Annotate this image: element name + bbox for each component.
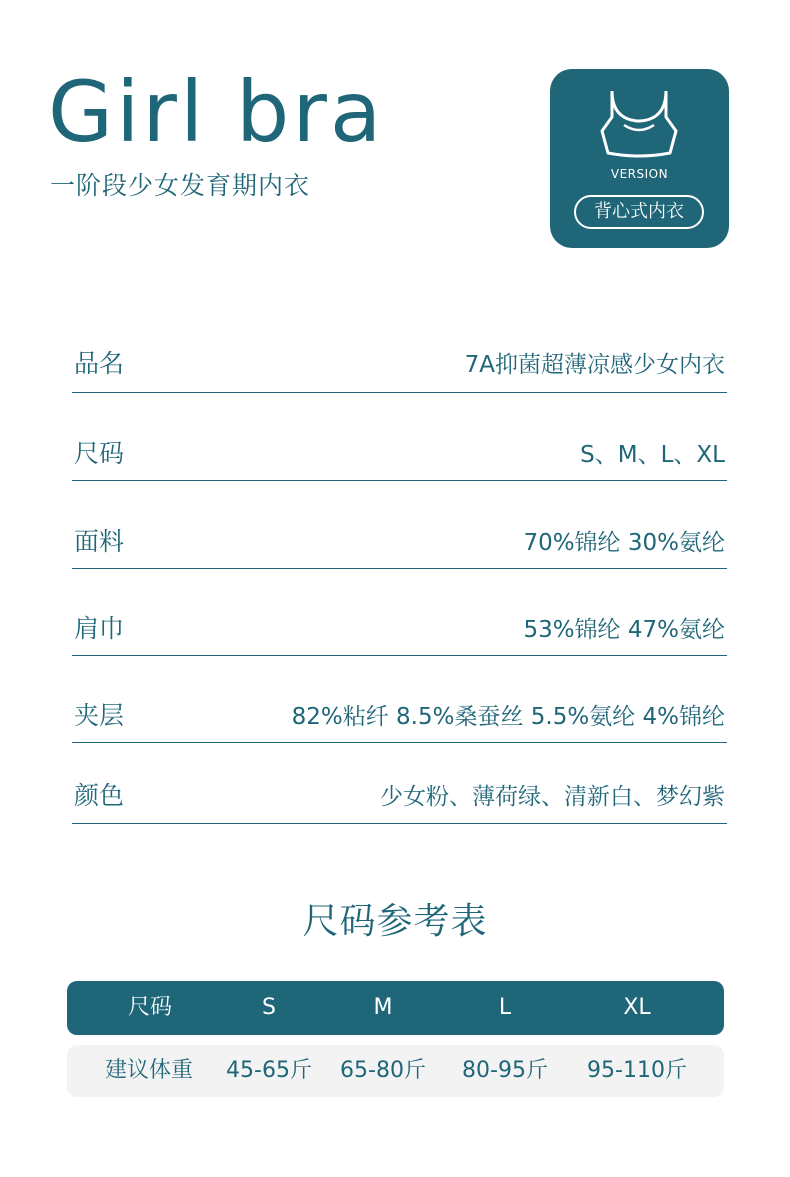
spec-row-colors — [72, 742, 727, 824]
spec-row-lining — [72, 655, 727, 743]
spec-value: 少女粉、薄荷绿、清新白、梦幻紫 — [380, 784, 725, 810]
spec-label: 颜色 — [74, 781, 125, 810]
row-cell-l: 80-95斤 — [462, 1058, 548, 1083]
row-cell-weight-label: 建议体重 — [104, 1058, 193, 1083]
spec-value: 7A抑菌超薄凉感少女内衣 — [464, 352, 725, 378]
row-cell-m: 65-80斤 — [340, 1058, 426, 1083]
page-subtitle: 一阶段少女发育期内衣 — [50, 171, 311, 200]
version-badge — [550, 69, 729, 248]
page-title: Girl bra — [48, 63, 385, 161]
spec-row-fabric — [72, 480, 727, 569]
size-chart-title: 尺码参考表 — [302, 901, 488, 942]
version-label: VERSION — [610, 167, 669, 181]
size-chart-header — [67, 981, 724, 1035]
style-pill: 背心式内衣 — [574, 195, 704, 229]
spec-value: 70%锦纶 30%氨纶 — [523, 530, 725, 556]
spec-value: 53%锦纶 47%氨纶 — [523, 617, 725, 643]
size-chart-row — [67, 1045, 724, 1097]
tank-bra-icon — [598, 87, 680, 159]
spec-row-name — [72, 330, 727, 393]
spec-value: 82%粘纤 8.5%桑蚕丝 5.5%氨纶 4%锦纶 — [291, 704, 725, 730]
spec-label: 面料 — [74, 527, 125, 556]
spec-label: 夹层 — [74, 701, 125, 730]
spec-label: 尺码 — [74, 439, 125, 468]
spec-row-strap — [72, 568, 727, 656]
header-cell-l: L — [498, 995, 512, 1020]
row-cell-s: 45-65斤 — [226, 1058, 312, 1083]
header-cell-m: M — [373, 995, 393, 1020]
spec-label: 肩巾 — [74, 614, 125, 643]
row-cell-xl: 95-110斤 — [587, 1058, 687, 1083]
spec-value: S、M、L、XL — [580, 442, 725, 468]
header-cell-xl: XL — [623, 995, 651, 1020]
header-cell-size: 尺码 — [127, 995, 172, 1020]
spec-label: 品名 — [74, 349, 125, 378]
spec-row-size — [72, 392, 727, 481]
header-cell-s: S — [262, 995, 276, 1020]
